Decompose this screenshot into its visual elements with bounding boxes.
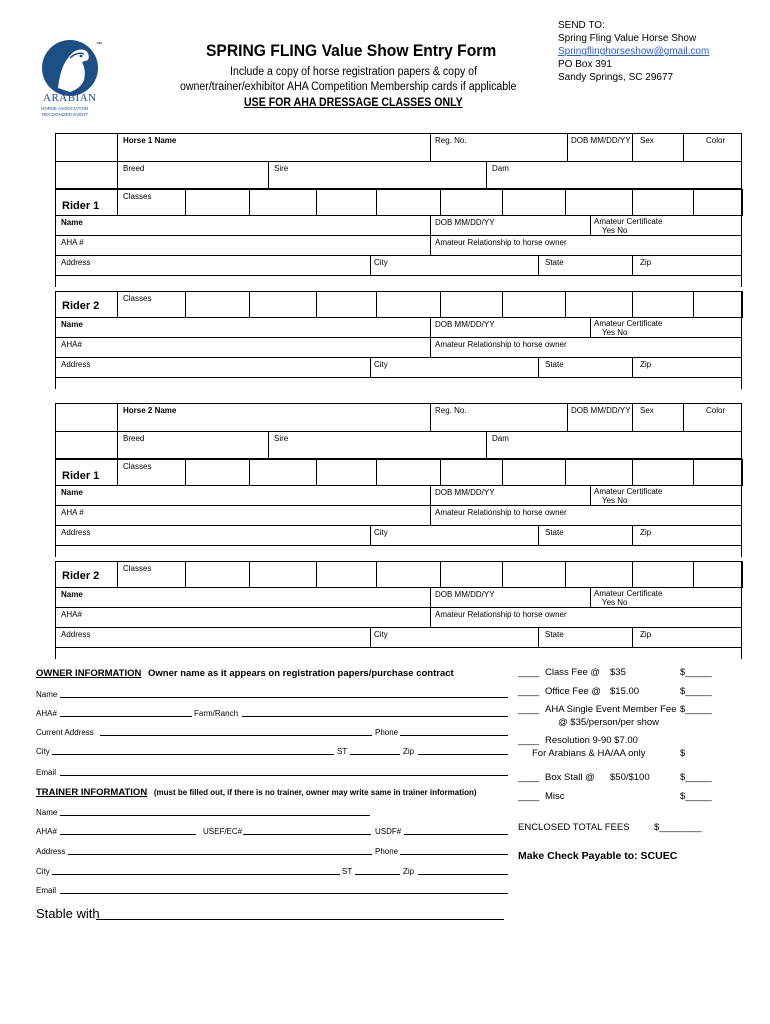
resolution-blank[interactable]: ____ (518, 735, 540, 746)
trainer-heading-row (36, 787, 477, 799)
stall-amount: $50/$100 (610, 772, 650, 783)
page-title: SPRING FLING Value Show Entry Form (206, 41, 497, 60)
logo-line3: RECOGNIZED EVENT (42, 112, 89, 117)
owner-heading-row (36, 668, 454, 680)
owner-heading-note: Owner name as it appears on registration papers/purchase contract (148, 668, 454, 679)
trainer-name-field[interactable] (60, 815, 370, 816)
owner-aha-label: AHA# (36, 709, 57, 718)
horse1-r1-address-label: Address (61, 258, 91, 267)
horse1-r1-yes-no[interactable]: Yes No (602, 226, 628, 235)
owner-city-field[interactable] (52, 754, 334, 755)
horse1-r1-class-cell[interactable] (185, 189, 250, 216)
horse1-r2-amateur-rel: Amateur Relationship to horse owner (435, 340, 567, 349)
horse1-r1-class-cell[interactable] (693, 189, 743, 216)
horse1-r1-amateur-cert: Amateur Certificate (594, 217, 663, 226)
horse2-r1-class-cell[interactable] (565, 459, 633, 486)
owner-name-field[interactable] (60, 697, 508, 698)
horse2-r2-city-label: City (374, 630, 388, 639)
horse2-r1-class-cell[interactable] (316, 459, 377, 486)
horse1-r1-state-label: State (545, 258, 564, 267)
horse2-r2-class-cell[interactable] (693, 561, 743, 588)
class-fee-total[interactable]: $_____ (680, 667, 712, 678)
horse2-r2-amateur-cert: Amateur Certificate (594, 589, 663, 598)
aha-fee-blank[interactable]: ____ (518, 704, 540, 715)
horse2-r1-name-label: Name (61, 488, 83, 497)
resolution-dollar: $ (680, 748, 686, 759)
horse2-r2-class-cell[interactable] (565, 561, 633, 588)
horse2-dam-label: Dam (492, 434, 509, 443)
owner-address-field[interactable] (100, 735, 372, 736)
horse2-r1-aha-label: AHA # (61, 508, 84, 517)
trainer-name-label: Name (36, 808, 58, 817)
stall-total[interactable]: $_____ (680, 772, 712, 783)
owner-zip-field[interactable] (418, 754, 508, 755)
trainer-heading: TRAINER INFORMATION (36, 787, 148, 798)
horse1-r2-state-label: State (545, 360, 564, 369)
trainer-phone-field[interactable] (400, 854, 508, 855)
office-fee-total[interactable]: $_____ (680, 686, 712, 697)
horse2-r2-name-label: Name (61, 590, 83, 599)
send-to-address2: Sandy Springs, SC 29677 (558, 72, 674, 83)
horse2-r2-yes-no[interactable]: Yes No (602, 598, 628, 607)
aha-fee-total[interactable]: $_____ (680, 704, 712, 715)
arabian-horse-logo (38, 36, 108, 122)
subtitle-line1: Include a copy of horse registration papers & copy of (230, 66, 478, 78)
horse1-r2-class-cell[interactable] (376, 291, 441, 318)
horse1-r1-class-cell[interactable] (316, 189, 377, 216)
horse1-r2-classes-label: Classes (123, 294, 152, 303)
horse1-r2-address-label: Address (61, 360, 91, 369)
total-fees-label: ENCLOSED TOTAL FEES (518, 822, 630, 833)
horse2-r2-dob-label: DOB MM/DD/YY (435, 590, 495, 599)
horse2-dob-label: DOB MM/DD/YY (571, 406, 631, 415)
owner-name-label: Name (36, 690, 58, 699)
horse2-r2-class-cell[interactable] (632, 561, 694, 588)
horse2-r2-zip-label: Zip (640, 630, 652, 639)
horse1-rider1-label: Rider 1 (62, 200, 100, 212)
office-fee-amount: $15.00 (610, 686, 640, 697)
owner-farm-field[interactable] (242, 716, 508, 717)
horse2-r2-class-cell[interactable] (185, 561, 250, 588)
trainer-usef-field[interactable] (243, 834, 371, 835)
send-to-name: Spring Fling Value Horse Show (558, 33, 697, 44)
horse2-r2-aha-label: AHA# (61, 610, 82, 619)
horse1-r1-dob-label: DOB MM/DD/YY (435, 218, 495, 227)
horse1-breed-label: Breed (123, 164, 145, 173)
owner-zip-label: Zip (403, 747, 415, 756)
horse2-r2-class-cell[interactable] (316, 561, 377, 588)
horse2-r1-amateur-cert: Amateur Certificate (594, 487, 663, 496)
owner-st-label: ST (337, 747, 348, 756)
horse1-r2-class-cell[interactable] (502, 291, 566, 318)
trainer-city-field[interactable] (52, 874, 340, 875)
horse1-r1-aha-label: AHA # (61, 238, 84, 247)
trainer-heading-note: (must be filled out, if there is no trainer, owner may write same in trainer information) (153, 788, 477, 797)
trainer-zip-field[interactable] (418, 874, 508, 875)
horse1-rider2-label: Rider 2 (62, 300, 100, 312)
class-fee-amount: $35 (610, 667, 626, 678)
horse2-r1-class-cell[interactable] (632, 459, 694, 486)
stable-label: Stable with (36, 906, 100, 921)
total-fees-field[interactable]: $________ (654, 822, 702, 833)
send-to-email[interactable]: Springflinghorseshow@gmail.com (558, 46, 710, 57)
horse2-r1-dob-label: DOB MM/DD/YY (435, 488, 495, 497)
horse2-r2-address-label: Address (61, 630, 91, 639)
trainer-aha-field[interactable] (60, 834, 196, 835)
trainer-usef-label: USEF/EC# (203, 827, 243, 836)
horse1-r1-amateur-rel: Amateur Relationship to horse owner (435, 238, 567, 247)
trainer-email-label: Email (36, 886, 57, 895)
horse1-r2-city-label: City (374, 360, 388, 369)
horse2-r1-city-label: City (374, 528, 388, 537)
aha-fee-label1: AHA Single Event Member Fee (545, 704, 677, 715)
horse1-r2-class-cell[interactable] (693, 291, 743, 318)
horse2-r1-state-label: State (545, 528, 564, 537)
trainer-address-label: Address (36, 847, 66, 856)
horse1-r1-class-cell[interactable] (502, 189, 566, 216)
horse2-rider1-label: Rider 1 (62, 470, 100, 482)
owner-heading: OWNER INFORMATION (36, 668, 142, 679)
horse2-r2-amateur-rel: Amateur Relationship to horse owner (435, 610, 567, 619)
horse2-r2-class-cell[interactable] (440, 561, 503, 588)
horse1-r1-class-cell[interactable] (249, 189, 317, 216)
owner-email-field[interactable] (60, 775, 508, 776)
horse1-r2-yes-no[interactable]: Yes No (602, 328, 628, 337)
misc-blank[interactable]: ____ (518, 791, 540, 802)
horse2-r1-class-cell[interactable] (693, 459, 743, 486)
horse2-r1-amateur-rel: Amateur Relationship to horse owner (435, 508, 567, 517)
owner-farm-label: Farm/Ranch (194, 709, 239, 718)
horse2-r2-class-cell[interactable] (376, 561, 441, 588)
horse1-r1-class-cell[interactable] (565, 189, 633, 216)
owner-phone-field[interactable] (400, 735, 508, 736)
horse1-sire-label: Sire (274, 164, 289, 173)
owner-phone-label: Phone (375, 728, 399, 737)
owner-address-label: Current Address (36, 728, 94, 737)
send-to-address1: PO Box 391 (558, 59, 612, 70)
horse2-r1-class-cell[interactable] (376, 459, 441, 486)
horse1-r1-classes-label: Classes (123, 192, 152, 201)
send-to-label: SEND TO: (558, 20, 605, 31)
horse1-r1-class-cell[interactable] (632, 189, 694, 216)
office-fee-blank[interactable]: ____ (518, 686, 540, 697)
office-fee-label: Office Fee @ (545, 686, 601, 697)
resolution-label1: Resolution 9-90 $7.00 (545, 735, 638, 746)
trainer-email-field[interactable] (60, 893, 508, 894)
horse2-reg-label: Reg. No. (435, 406, 467, 415)
horse1-r1-city-label: City (374, 258, 388, 267)
owner-email-label: Email (36, 768, 57, 777)
owner-aha-field[interactable] (60, 716, 192, 717)
horse1-r2-class-cell[interactable] (632, 291, 694, 318)
logo-line1: ARABIAN (43, 92, 97, 104)
horse2-color-label: Color (706, 406, 726, 415)
horse2-r2-class-cell[interactable] (502, 561, 566, 588)
trainer-aha-label: AHA# (36, 827, 57, 836)
horse1-r2-class-cell[interactable] (185, 291, 250, 318)
trainer-st-label: ST (342, 867, 353, 876)
horse1-dob-label: DOB MM/DD/YY (571, 136, 631, 145)
horse2-r1-class-cell[interactable] (249, 459, 317, 486)
horse1-r1-zip-label: Zip (640, 258, 652, 267)
aha-fee-label2: @ $35/person/per show (558, 717, 660, 728)
horse2-r1-class-cell[interactable] (440, 459, 503, 486)
horse1-r2-class-cell[interactable] (249, 291, 317, 318)
horse1-r2-class-cell[interactable] (440, 291, 503, 318)
stall-label: Box Stall @ (545, 772, 595, 783)
horse2-name-label: Horse 2 Name (123, 406, 177, 415)
horse1-r2-zip-label: Zip (640, 360, 652, 369)
horse1-sex-label: Sex (640, 136, 654, 145)
misc-total[interactable]: $_____ (680, 791, 712, 802)
horse1-r2-name-label: Name (61, 320, 83, 329)
horse1-r2-class-cell[interactable] (565, 291, 633, 318)
resolution-label2: For Arabians & HA/AA only (532, 748, 646, 759)
horse2-r2-class-cell[interactable] (249, 561, 317, 588)
horse2-sex-label: Sex (640, 406, 654, 415)
horse2-r1-address-label: Address (61, 528, 91, 537)
horse1-r2-amateur-cert: Amateur Certificate (594, 319, 663, 328)
trainer-usdf-field[interactable] (404, 834, 508, 835)
trainer-phone-label: Phone (375, 847, 399, 856)
horse1-r2-class-cell[interactable] (316, 291, 377, 318)
horse1-reg-label: Reg. No. (435, 136, 467, 145)
horse2-r1-class-cell[interactable] (502, 459, 566, 486)
trainer-address-field[interactable] (68, 854, 372, 855)
class-fee-label: Class Fee @ (545, 667, 601, 678)
horse2-sire-label: Sire (274, 434, 289, 443)
horse2-rider2-label: Rider 2 (62, 570, 100, 582)
class-fee-blank[interactable]: ____ (518, 667, 540, 678)
horse1-r2-aha-label: AHA# (61, 340, 82, 349)
logo-trademark: ™ (96, 42, 102, 48)
trainer-city-label: City (36, 867, 50, 876)
logo-line2: HORSE ASSOCIATION (41, 106, 89, 111)
stall-blank[interactable]: ____ (518, 772, 540, 783)
owner-city-label: City (36, 747, 50, 756)
horse2-breed-label: Breed (123, 434, 145, 443)
subtitle-line2: owner/trainer/exhibitor AHA Competition Membership cards if applicable (180, 81, 517, 93)
trainer-zip-label: Zip (403, 867, 415, 876)
horse1-r1-class-cell[interactable] (376, 189, 441, 216)
dressage-notice: USE FOR AHA DRESSAGE CLASSES ONLY (244, 97, 463, 109)
horse1-color-label: Color (706, 136, 726, 145)
trainer-usdf-label: USDF# (375, 827, 402, 836)
horse1-dam-label: Dam (492, 164, 509, 173)
horse2-r1-yes-no[interactable]: Yes No (602, 496, 628, 505)
horse2-r2-classes-label: Classes (123, 564, 152, 573)
owner-st-field[interactable] (350, 754, 400, 755)
horse1-r2-dob-label: DOB MM/DD/YY (435, 320, 495, 329)
horse2-r2-state-label: State (545, 630, 564, 639)
trainer-st-field[interactable] (355, 874, 400, 875)
stable-field[interactable] (96, 919, 504, 920)
horse1-name-label: Horse 1 Name (123, 136, 177, 145)
payable-note: Make Check Payable to: SCUEC (518, 850, 678, 862)
misc-label: Misc (545, 791, 565, 802)
horse2-r1-class-cell[interactable] (185, 459, 250, 486)
horse2-r1-classes-label: Classes (123, 462, 152, 471)
horse2-r1-zip-label: Zip (640, 528, 652, 537)
horse1-r1-name-label: Name (61, 218, 83, 227)
horse1-r1-class-cell[interactable] (440, 189, 503, 216)
